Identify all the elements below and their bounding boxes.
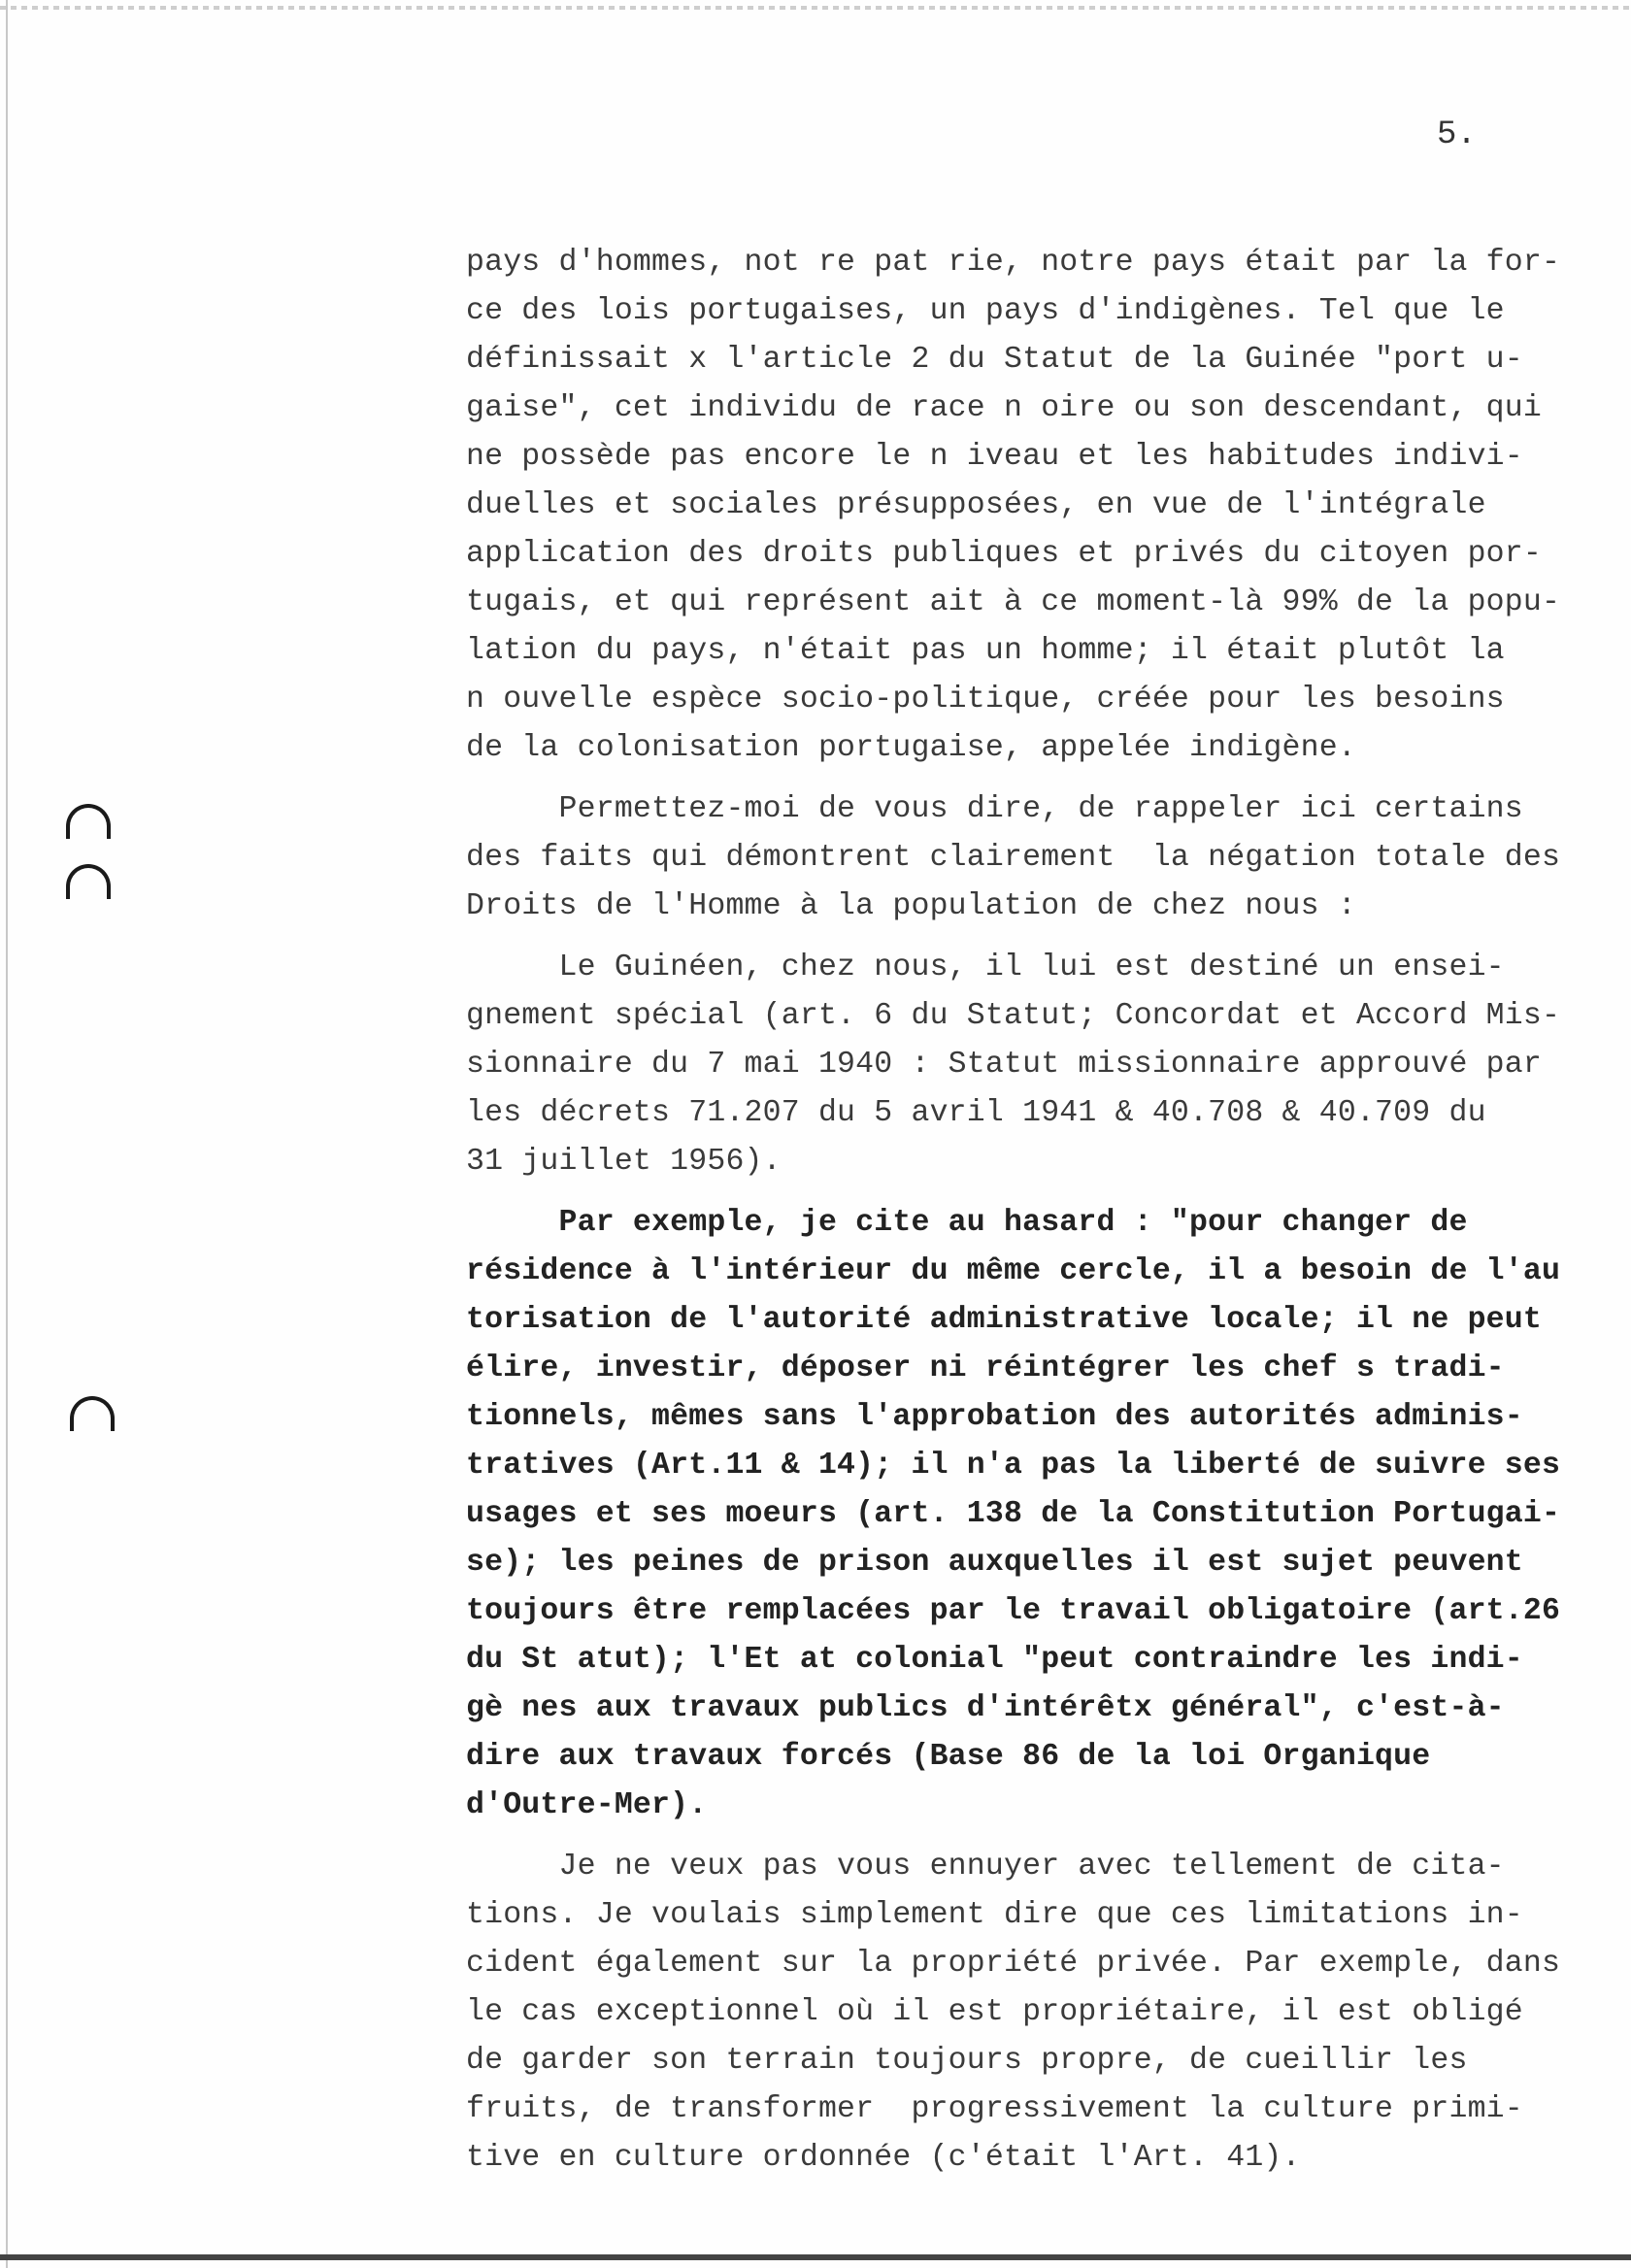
text-line: duelles et sociales présupposées, en vue de l'intégrale <box>466 488 1486 522</box>
punch-hole-mark <box>66 804 111 839</box>
text-line: résidence à l'intérieur du même cercle, il a besoin de l'au <box>466 1254 1561 1288</box>
punch-hole-mark <box>66 864 111 899</box>
text-line: torisation de l'autorité administrative locale; il ne peut <box>466 1303 1542 1337</box>
text-line: d'Outre-Mer). <box>466 1788 708 1822</box>
text-line: Par exemple, je cite au hasard : "pour changer de <box>466 1206 1468 1240</box>
text-line: tive en culture ordonnée (c'était l'Art. 41). <box>466 2141 1301 2175</box>
text-line: ce des lois portugaises, un pays d'indigènes. Tel que le <box>466 294 1505 328</box>
text-line: de la colonisation portugaise, appelée indigène. <box>466 731 1356 765</box>
text-line: gè nes aux travaux publics d'intérêtx général", c'est-à- <box>466 1691 1505 1725</box>
paragraph <box>466 785 1612 931</box>
page-number: 5. <box>1437 117 1477 153</box>
text-line: lation du pays, n'était pas un homme; il était plutôt la <box>466 634 1505 668</box>
text-line: 31 juillet 1956). <box>466 1145 782 1179</box>
left-edge-rule <box>6 0 8 2268</box>
text-line: Je ne veux pas vous ennuyer avec tellement de cita- <box>466 1850 1505 1884</box>
paragraph <box>466 1199 1612 1830</box>
paragraph-gap <box>466 773 1612 785</box>
bottom-edge-rule <box>0 2254 1631 2260</box>
body-text <box>466 239 1612 2183</box>
text-line: tionnels, mêmes sans l'approbation des autorités adminis- <box>466 1400 1523 1434</box>
text-line: n ouvelle espèce socio-politique, créée pour les besoins <box>466 683 1505 717</box>
text-line: le cas exceptionnel où il est propriétaire, il est obligé <box>466 1995 1523 2029</box>
text-line: élire, investir, déposer ni réintégrer les chef s tradi- <box>466 1351 1505 1385</box>
text-line: sionnaire du 7 mai 1940 : Statut missionnaire approuvé par <box>466 1048 1542 1082</box>
text-line: gaise", cet individu de race n oire ou son descendant, qui <box>466 391 1542 425</box>
text-line: dire aux travaux forcés (Base 86 de la loi Organique <box>466 1740 1431 1774</box>
text-line: gnement spécial (art. 6 du Statut; Concordat et Accord Mis- <box>466 999 1561 1033</box>
text-line: usages et ses moeurs (art. 138 de la Constitution Portugai- <box>466 1497 1561 1531</box>
text-line: tratives (Art.11 & 14); il n'a pas la liberté de suivre ses <box>466 1449 1561 1483</box>
text-line: définissait x l'article 2 du Statut de la Guinée "port u- <box>466 343 1523 377</box>
paragraph-gap <box>466 1830 1612 1843</box>
text-line: Le Guinéen, chez nous, il lui est destiné un ensei- <box>466 951 1505 984</box>
top-edge-rule <box>0 6 1631 10</box>
text-line: de garder son terrain toujours propre, de cueillir les <box>466 2044 1468 2078</box>
paragraph <box>466 1843 1612 2183</box>
text-line: cident également sur la propriété privée. Par exemple, dans <box>466 1947 1561 1981</box>
paragraph <box>466 239 1612 773</box>
text-line: pays d'hommes, not re pat rie, notre pays était par la for- <box>466 246 1561 280</box>
text-line: ne possède pas encore le n iveau et les habitudes indivi- <box>466 440 1523 474</box>
punch-hole-mark <box>70 1396 115 1431</box>
paragraph-gap <box>466 931 1612 944</box>
text-line: application des droits publiques et privés du citoyen por- <box>466 537 1542 571</box>
text-line: tugais, et qui représent ait à ce moment-là 99% de la popu- <box>466 585 1561 619</box>
text-line: du St atut); l'Et at colonial "peut contraindre les indi- <box>466 1643 1523 1677</box>
paragraph-gap <box>466 1186 1612 1199</box>
text-line: des faits qui démontrent clairement la négation totale des <box>466 841 1561 875</box>
text-line: fruits, de transformer progressivement la culture primi- <box>466 2092 1523 2126</box>
text-line: Droits de l'Homme à la population de chez nous : <box>466 889 1356 923</box>
text-line: les décrets 71.207 du 5 avril 1941 & 40.708 & 40.709 du <box>466 1096 1486 1130</box>
text-line: Permettez-moi de vous dire, de rappeler ici certains <box>466 792 1523 826</box>
paragraph <box>466 944 1612 1186</box>
text-line: se); les peines de prison auxquelles il est sujet peuvent <box>466 1546 1523 1580</box>
text-line: tions. Je voulais simplement dire que ces limitations in- <box>466 1898 1523 1932</box>
text-line: toujours être remplacées par le travail obligatoire (art.26 <box>466 1594 1561 1628</box>
